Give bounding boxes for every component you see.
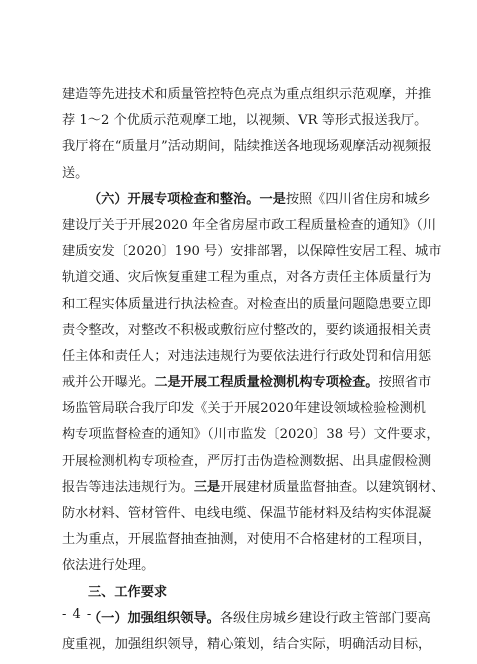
body-line: 建质安发〔2020〕190 号）安排部署，以保障性安居工程、城市 [62,244,442,260]
body-line: 度重视，加强组织领导，精心策划，结合实际，明确活动目标， [62,636,432,652]
body-text: 报告等违法违规行为。 [62,479,194,495]
item-marker-1: 一是 [259,191,286,207]
body-text: 按照《四川省住房和城乡 [285,191,431,207]
body-line: 荐 1～2 个优质示范观摩工地，以视频、VR 等形式报送我厅。 [62,113,428,129]
body-line [62,370,432,396]
subsection-1-first-line [62,606,431,632]
body-line: 建造等先进技术和质量管控特色亮点为重点组织示范观摩，并推 [62,87,432,102]
section-heading-6: （六）开展专项检查和整治。 [88,191,260,207]
section-6-first-line [62,187,431,213]
body-text: 戒并公开曝光。 [62,375,155,391]
body-line: 土为重点，开展监督抽查抽测，对使用不合格建材的工程项目， [62,532,432,548]
body-text: 各级住房城乡建设行政主管部门要高 [219,610,431,626]
item-heading-2: 二是开展工程质量检测机构专项检查。 [154,375,379,391]
body-line: 送。 [62,165,89,181]
item-marker-3: 三是 [193,479,221,495]
body-line: 开展检测机构专项检查，严厉打击伪造检测数据、出具虚假检测 [62,453,432,469]
document-body [62,82,445,658]
body-text: 按照省市 [378,375,432,391]
body-line: 防水材料、管材管件、电线电缆、保温节能材料及结构实体混凝 [62,506,432,521]
body-line: 轨道交通、灾后恢复重建工程为重点，对各方责任主体质量行为 [62,270,432,286]
body-text: 开展建材质量监督抽查。以建筑钢材、 [220,479,445,495]
page-number: - 4 - [62,607,93,622]
body-line: 场监管局联合我厅印发《关于开展2020年建设领域检验检测机 [62,401,426,417]
body-line: 和工程实体质量进行执法检查。对检查出的质量问题隐患要立即 [62,296,432,312]
body-line: 我厅将在“质量月”活动期间，陆续推送各地现场观摩活动视频报 [62,139,432,155]
section-heading-3: 三、工作要求 [88,584,168,600]
body-line: 建设厅关于开展2020 年全省房屋市政工程质量检查的通知》（川 [62,217,437,233]
body-line [62,475,445,501]
body-line: 任主体和责任人；对违法违规行为要依法进行行政处罚和信用惩 [62,348,432,364]
body-line: 责令整改，对整改不积极或敷衍应付整改的，要约谈通报相关责 [62,322,432,338]
subsection-heading-1: （一）加强组织领导。 [88,610,220,626]
body-line: 依法进行处理。 [62,558,155,574]
body-line: 构专项监督检查的通知》（川市监发〔2020〕38 号）文件要求， [62,427,440,443]
